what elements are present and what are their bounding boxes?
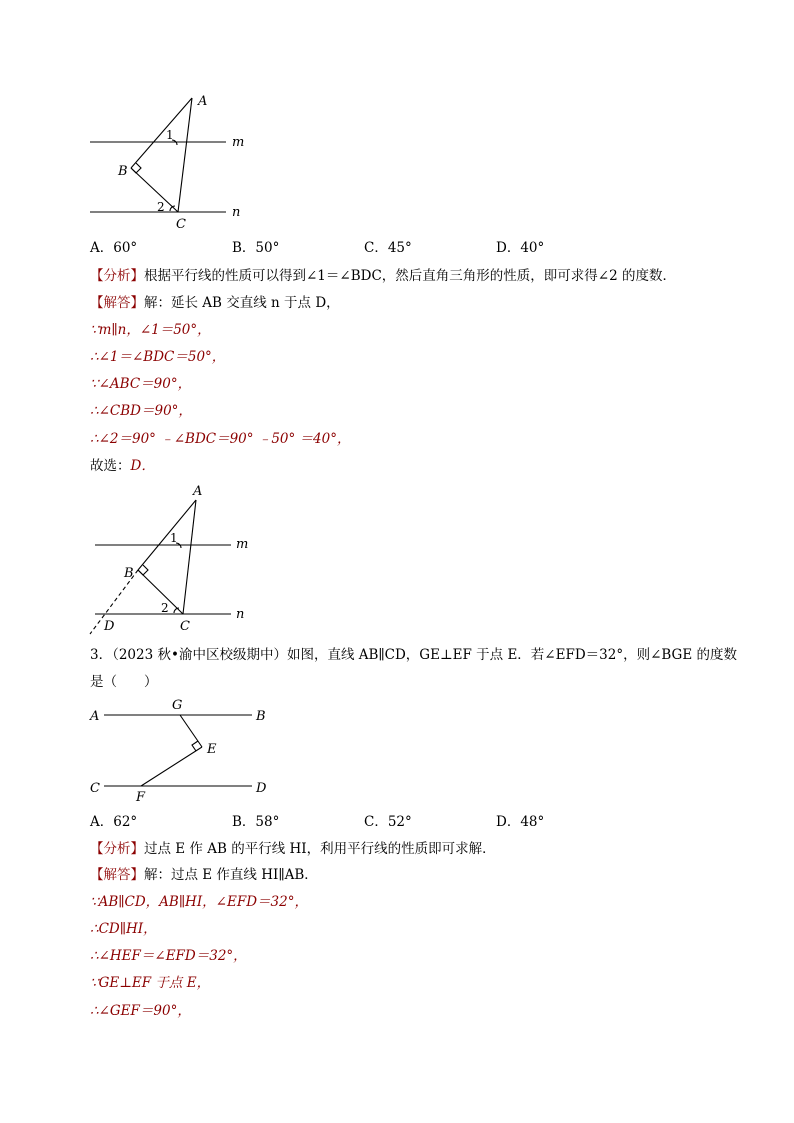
q3-step: ∴∠GEF＝90°，: [90, 1003, 191, 1019]
fig2-label-d: D: [104, 619, 115, 634]
fig1-label-a: A: [198, 94, 208, 109]
analysis-text: 过点 E 作 AB 的平行线 HI，利用平行线的性质即可求解．: [144, 841, 496, 857]
q3-step: ∵AB∥CD，AB∥HI，∠EFD＝32°，: [90, 894, 308, 910]
q3-option-a: A．62°: [90, 814, 138, 830]
fig2-angle-2: 2: [161, 601, 169, 615]
q3-question-line1: 3．（2023 秋•渝中区校级期中）如图，直线 AB∥CD，GE⊥EF 于点 E．若∠EFD＝32°，则∠BGE 的度数: [90, 647, 737, 663]
final-prefix: 故选：: [90, 458, 131, 474]
figure-1-lines: [90, 98, 226, 212]
analysis-tag: 【分析】: [90, 268, 144, 284]
q2-option-c: C．45°: [364, 240, 412, 256]
q2-step: ∴∠CBD＝90°，: [90, 403, 192, 419]
fig1-label-n: n: [232, 205, 241, 220]
q3-answer: [90, 865, 318, 885]
q2-analysis: [90, 266, 676, 286]
q2-option-d: D．40°: [496, 240, 545, 256]
fig2-label-n: n: [236, 607, 245, 622]
fig2-label-a: A: [193, 484, 203, 499]
q3-step: ∴∠HEF＝∠EFD＝32°，: [90, 948, 247, 964]
fig3-label-e: E: [207, 742, 217, 757]
q2-final: [90, 456, 155, 476]
q3-step: ∵GE⊥EF 于点 E，: [90, 975, 211, 991]
q3-step: ∴CD∥HI，: [90, 921, 157, 937]
fig1-label-m: m: [232, 135, 245, 150]
fig3-label-f: F: [136, 790, 146, 805]
q3-analysis: [90, 839, 496, 859]
q2-option-a: A．60°: [90, 240, 138, 256]
fig1-label-b: B: [118, 164, 128, 179]
answer-intro: 解：过点 E 作直线 HI∥AB．: [144, 867, 318, 883]
fig1-angle-2: 2: [157, 200, 165, 214]
fig3-label-c: C: [90, 781, 100, 796]
answer-tag: 【解答】: [90, 867, 144, 883]
q3-option-c: C．52°: [364, 814, 412, 830]
q2-step: ∴∠2＝90° ﹣∠BDC＝90° ﹣50° ＝40°，: [90, 431, 351, 447]
q3-question-line2: 是（ ）: [90, 674, 158, 690]
fig3-label-g: G: [172, 698, 183, 713]
q2-step: ∵∠ABC＝90°，: [90, 376, 192, 392]
answer-tag: 【解答】: [90, 295, 144, 311]
q2-answer: [90, 293, 340, 313]
fig1-label-c: C: [176, 217, 186, 232]
fig2-label-b: B: [124, 566, 134, 581]
analysis-text: 根据平行线的性质可以得到∠1＝∠BDC，然后直角三角形的性质，即可求得∠2 的度数．: [144, 268, 676, 284]
q2-step: ∵m∥n，∠1＝50°，: [90, 322, 211, 338]
fig2-angle-1: 1: [170, 531, 178, 545]
q2-step: ∴∠1＝∠BDC＝50°，: [90, 349, 226, 365]
fig1-angle-1: 1: [166, 128, 174, 142]
answer-intro: 解：延长 AB 交直线 n 于点 D，: [144, 295, 340, 311]
q3-option-d: D．48°: [496, 814, 545, 830]
fig3-label-b: B: [256, 709, 266, 724]
fig2-label-m: m: [236, 537, 249, 552]
fig3-label-d: D: [256, 781, 267, 796]
fig3-label-a: A: [90, 709, 100, 724]
analysis-tag: 【分析】: [90, 841, 144, 857]
final-answer: D．: [130, 458, 155, 474]
q3-option-b: B．58°: [232, 814, 280, 830]
fig2-label-c: C: [180, 619, 190, 634]
q2-option-b: B．50°: [232, 240, 280, 256]
